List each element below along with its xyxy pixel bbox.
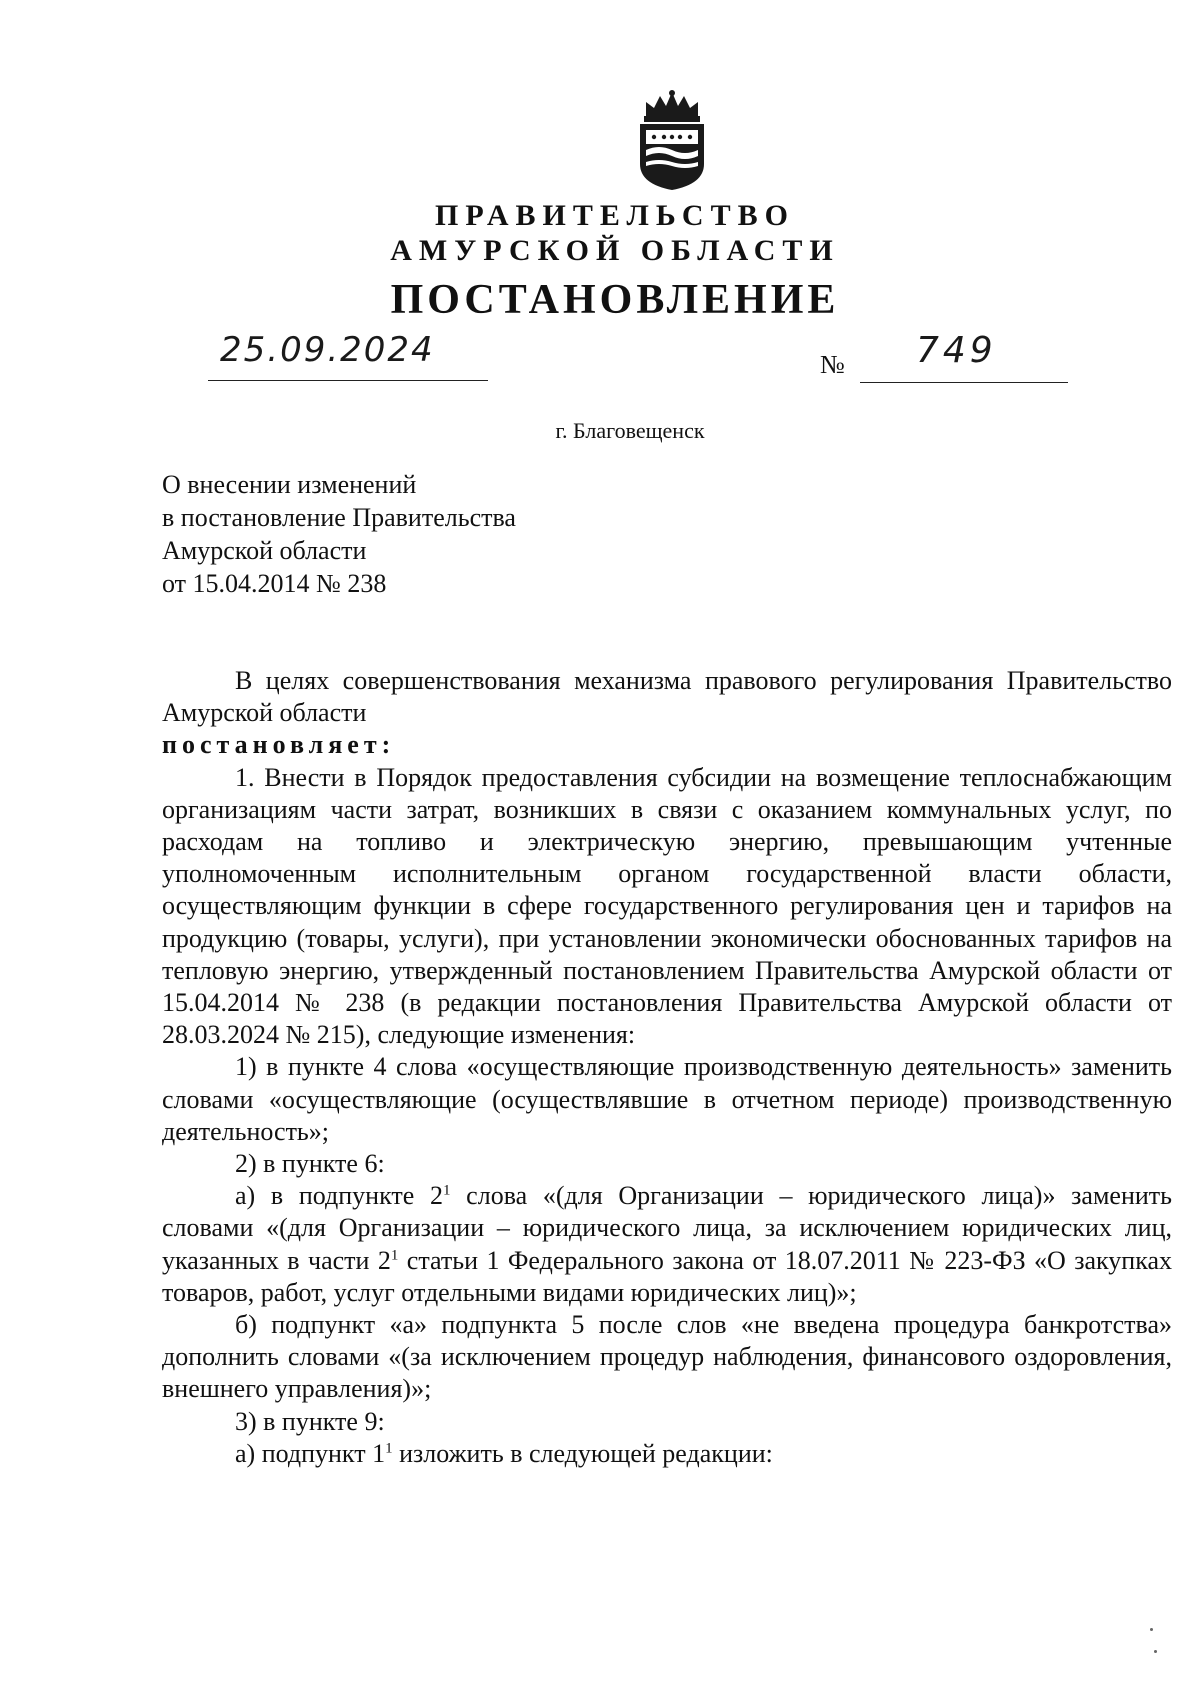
paragraph-1: 1. Внести в Порядок предоставления субсидии на возмещение теплоснабжающим организациям части затрат, возникших в связи с оказанием коммунальных услуг, по расходам на топливо и электрическую энергию, превышающим учтенные уполномоченным исполнительным органом государственной власти области, осуществляющим функции в сфере государственного регулирования цен и тарифов на продукцию (товары, услуги), при установлении экономически обоснованных тарифов на тепловую энергию, утвержденный постановлением Правительства Амурской области от 15.04.2014 № 238 (в редакции постановления Правительства Амурской области от 28.03.2024 № 215), следующие изменения: (162, 762, 1172, 1050)
number-field (860, 330, 1068, 383)
document-subject (162, 468, 516, 600)
paragraph-item-3: 3) в пункте 9: (235, 1406, 385, 1436)
intro-paragraph: В целях совершенствования механизма правового регулирования Правительство Амурской области (162, 666, 1172, 728)
text-fragment: статьи 1 Федерального закона от 18.07.2011 № 223-ФЗ «О закупках товаров, работ, услуг отдельными видами юридических лиц)»; (162, 1245, 1172, 1307)
text-fragment: а) в подпункте 2 (235, 1181, 443, 1211)
text-fragment: изложить в следующей редакции: (392, 1438, 773, 1468)
scan-speck (1154, 1650, 1157, 1653)
organization-name-line1: ПРАВИТЕЛЬСТВО (435, 199, 795, 232)
paragraph-item-3a (162, 1438, 1172, 1470)
subject-line: Амурской области (162, 536, 367, 565)
superscript: 1 (385, 1440, 393, 1457)
handwritten-date: 25.09.2024 (220, 330, 435, 370)
document-body (162, 665, 1172, 1470)
paragraph-item-2b: б) подпункт «а» подпункта 5 после слов «не введена процедура банкротства» дополнить словами «(за исключением процедур наблюдения, финансового оздоровления, внешнего управления)»; (162, 1310, 1172, 1404)
document-type-title: ПОСТАНОВЛЕНИЕ (390, 277, 840, 323)
text-fragment: а) подпункт 1 (235, 1438, 386, 1468)
subject-line: в постановление Правительства (162, 503, 516, 532)
scan-speck (1150, 1628, 1153, 1631)
text-fragment: слова «(для Организации – юридического лица)» заменить словами «(для Организации – юридического лица, за исключением юридических лиц, указанных в части 2 (162, 1181, 1172, 1275)
paragraph-item-2a (162, 1180, 1172, 1309)
decree-word: постановляет: (162, 730, 396, 760)
coat-of-arms-icon (632, 88, 712, 192)
handwritten-number: 749 (916, 330, 997, 371)
paragraph-item-1: 1) в пункте 4 слова «осуществляющие производственную деятельность» заменить словами «осуществляющие (осуществлявшие в отчетном периоде) производственную деятельность»; (162, 1052, 1172, 1146)
organization-name-line2: АМУРСКОЙ ОБЛАСТИ (390, 234, 840, 267)
city-name: г. Благовещенск (555, 418, 705, 443)
subject-line: от 15.04.2014 № 238 (162, 569, 387, 598)
paragraph-item-2: 2) в пункте 6: (235, 1149, 385, 1179)
number-sign: № (820, 350, 845, 379)
date-field (208, 330, 488, 381)
superscript: 1 (442, 1182, 451, 1199)
superscript: 1 (390, 1247, 399, 1263)
subject-line: О внесении изменений (162, 470, 417, 499)
